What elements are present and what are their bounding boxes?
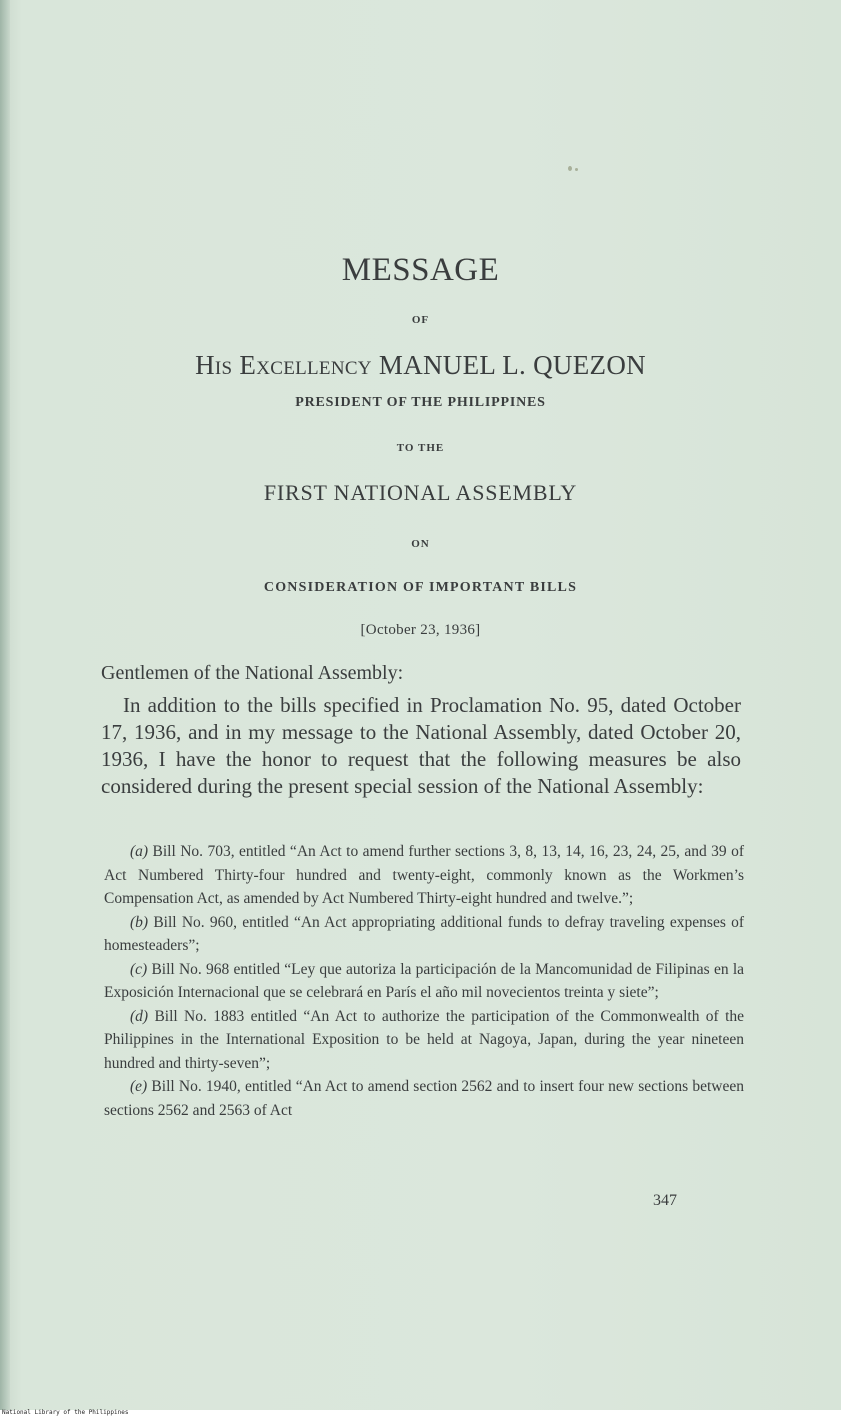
message-subject: CONSIDERATION OF IMPORTANT BILLS — [263, 580, 578, 595]
bill-text: Bill No. 1940, entitled “An Act to amend section 2562 and to insert four new sections between sections 2562 and 2563 of Act — [104, 1078, 745, 1119]
bill-item — [104, 958, 744, 1005]
bill-text: Bill No. 1883 entitled “An Act to authorize the participation of the Commonwealth of the Philippines in the International Exposition to be held at Nagoya, Japan, during the year nineteen hundred and thirty-seven”; — [104, 1007, 745, 1072]
book-spine-shadow — [0, 0, 10, 1410]
bill-label: (a) — [130, 843, 149, 860]
assembly-name: FIRST NATIONAL ASSEMBLY — [263, 480, 578, 505]
bill-label: (d) — [130, 1007, 149, 1025]
bill-list — [104, 840, 744, 1122]
bill-item — [104, 1005, 744, 1076]
bill-text: Bill No. 703, entitled “An Act to amend further sections 3, 8, 13, 14, 16, 23, 24, 25, and 39 of Act Numbered Thirty-four hundred and twenty-eight, commonly known as the Workmen’s Compensation Act, as amended by Act Numbered Thirty-eight hundred and twelve.”; — [104, 843, 744, 907]
library-credit: National Library of the Philippines — [2, 1409, 129, 1416]
president-office: PRESIDENT OF THE PHILIPPINES — [295, 395, 546, 410]
president-name: MANUEL L. QUEZON — [378, 350, 646, 380]
paper-speck — [575, 168, 578, 171]
message-title: MESSAGE — [341, 252, 500, 288]
bill-item — [104, 840, 744, 911]
bill-item — [104, 1075, 744, 1122]
bill-label: (c) — [130, 960, 148, 978]
addressee-line — [0, 350, 841, 381]
to-the-label: TO THE — [396, 442, 445, 454]
paper-speck — [568, 166, 572, 171]
page-number: 347 — [653, 1192, 677, 1209]
bill-label: (b) — [130, 913, 149, 931]
of-label: OF — [411, 314, 430, 326]
his-excellency: His Excellency — [195, 350, 372, 380]
footer-strip — [0, 1410, 841, 1418]
message-date: [October 23, 1936] — [360, 622, 481, 638]
bill-item — [104, 911, 744, 958]
intro-paragraph: In addition to the bills specified in Proclamation No. 95, dated October 17, 1936, and in my message to the National Assembly, dated October 20, 1936, I have the honor to request that the following measures be also considered during the present special session of the National Assembly: — [101, 693, 741, 798]
on-label: ON — [411, 538, 430, 550]
bill-label: (e) — [130, 1078, 148, 1095]
salutation: Gentlemen of the National Assembly: — [101, 662, 404, 684]
bill-text: Bill No. 960, entitled “An Act appropriating additional funds to defray traveling expenses of homesteaders”; — [104, 913, 745, 954]
bill-text: Bill No. 968 entitled “Ley que autoriza la participación de la Mancomunidad de Filipinas en la Exposición Internacional que se celebrará en París el año mil novecientos treinta y siete”; — [104, 960, 745, 1001]
